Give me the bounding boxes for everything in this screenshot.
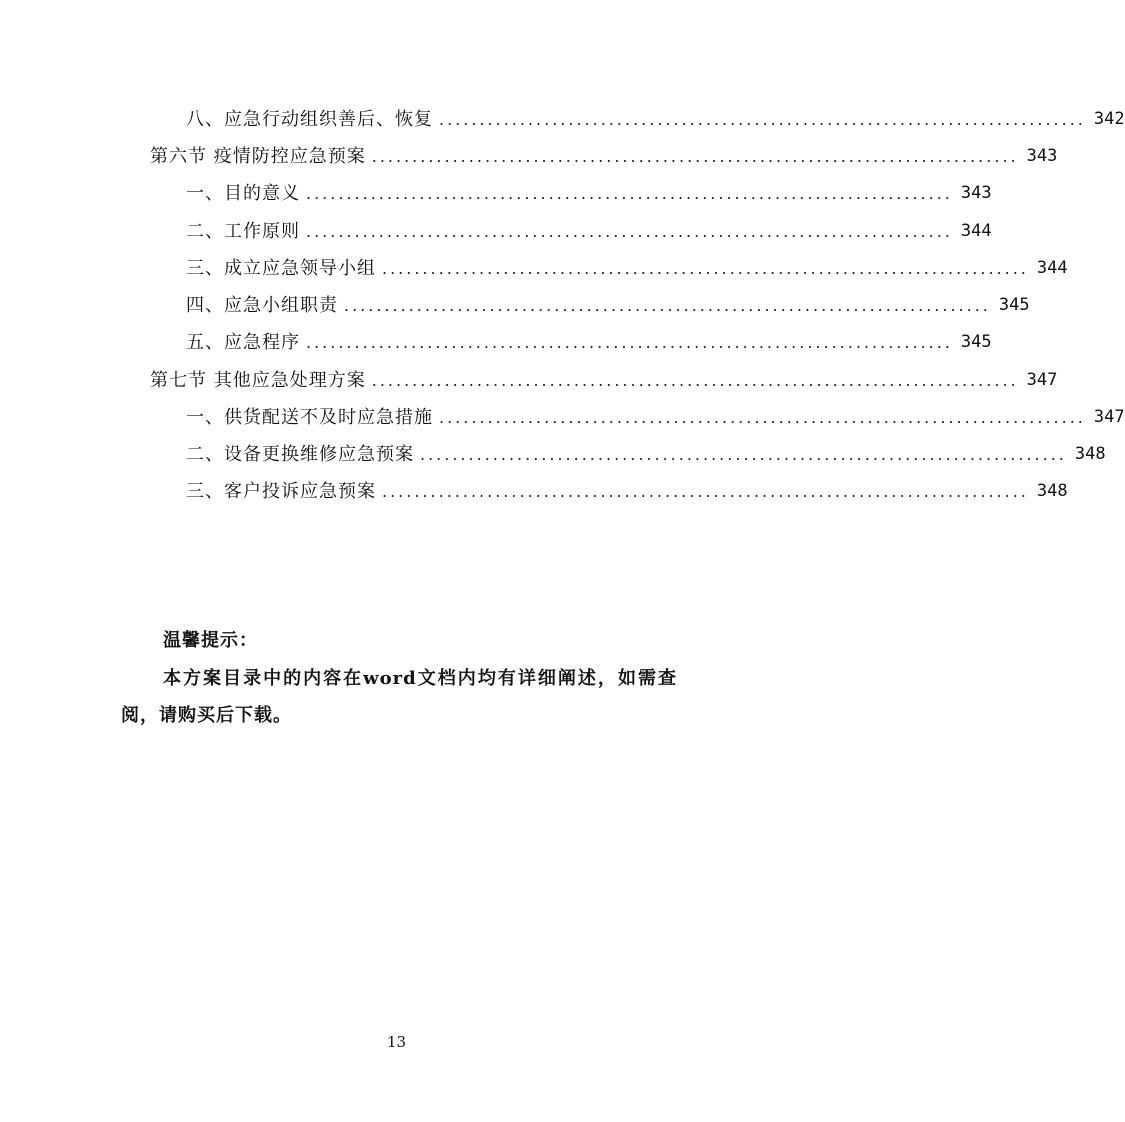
toc-leader-dots: ................................................................................: [306, 222, 953, 241]
toc-entry-page: 347: [1093, 407, 1125, 427]
page-number: 13: [386, 1033, 407, 1051]
toc-entry-label: 第六节 疫情防控应急预案: [150, 146, 366, 167]
toc-leader-dots: ................................................................................: [344, 296, 991, 315]
toc-entry: [150, 138, 1058, 175]
toc-entry-label: 三、成立应急领导小组: [186, 258, 376, 279]
toc-entry-page: 344: [960, 221, 992, 241]
toc-entry: [186, 250, 1068, 287]
toc-entry-page: 347: [1026, 370, 1058, 390]
toc-entry: [150, 362, 1058, 399]
toc-leader-dots: ................................................................................: [382, 259, 1029, 278]
toc-entry-page: 342: [1093, 109, 1125, 129]
toc-leader-dots: ................................................................................: [371, 371, 1019, 390]
toc-leader-dots: ................................................................................: [420, 445, 1067, 464]
toc-entry-label: 四、应急小组职责: [186, 295, 338, 316]
toc-entry-label: 二、工作原则: [186, 221, 300, 242]
toc-entry-label: 五、应急程序: [186, 332, 300, 353]
toc-entry-label: 三、客户投诉应急预案: [186, 481, 376, 502]
toc-entry: [186, 473, 1068, 510]
toc-entry: [186, 436, 1106, 473]
toc-entry-page: 348: [1074, 444, 1106, 464]
toc-entry: [186, 324, 992, 361]
toc-leader-dots: ................................................................................: [439, 110, 1086, 129]
toc-leader-dots: ................................................................................: [382, 482, 1029, 501]
toc-entry: [186, 399, 1125, 436]
toc-entry-label: 一、供货配送不及时应急措施: [186, 407, 433, 428]
toc-entry-label: 第七节 其他应急处理方案: [150, 370, 366, 391]
toc-entry-page: 345: [960, 332, 992, 352]
toc-entry: [186, 101, 1125, 138]
toc-entry-page: 343: [1026, 146, 1058, 166]
toc-entry-label: 一、目的意义: [186, 183, 300, 204]
toc-leader-dots: ................................................................................: [439, 408, 1086, 427]
toc-leader-dots: ................................................................................: [306, 184, 953, 203]
toc-entry: [186, 287, 1030, 324]
toc-entry-page: 345: [998, 295, 1030, 315]
toc-entry-label: 八、应急行动组织善后、恢复: [186, 109, 433, 130]
notice-title: 温馨提示：: [163, 630, 258, 651]
toc-leader-dots: ................................................................................: [306, 333, 953, 352]
toc-entry-label: 二、设备更换维修应急预案: [186, 444, 414, 465]
notice-body: 本方案目录中的内容在word文档内均有详细阐述，如需查阅，请购买后下载。: [121, 668, 677, 726]
toc-entry-page: 343: [960, 183, 992, 203]
toc-entry-page: 348: [1036, 481, 1068, 501]
toc-entry: [186, 213, 992, 250]
toc-leader-dots: ................................................................................: [371, 147, 1019, 166]
toc-entry-page: 344: [1036, 258, 1068, 278]
toc-entry: [186, 175, 992, 212]
